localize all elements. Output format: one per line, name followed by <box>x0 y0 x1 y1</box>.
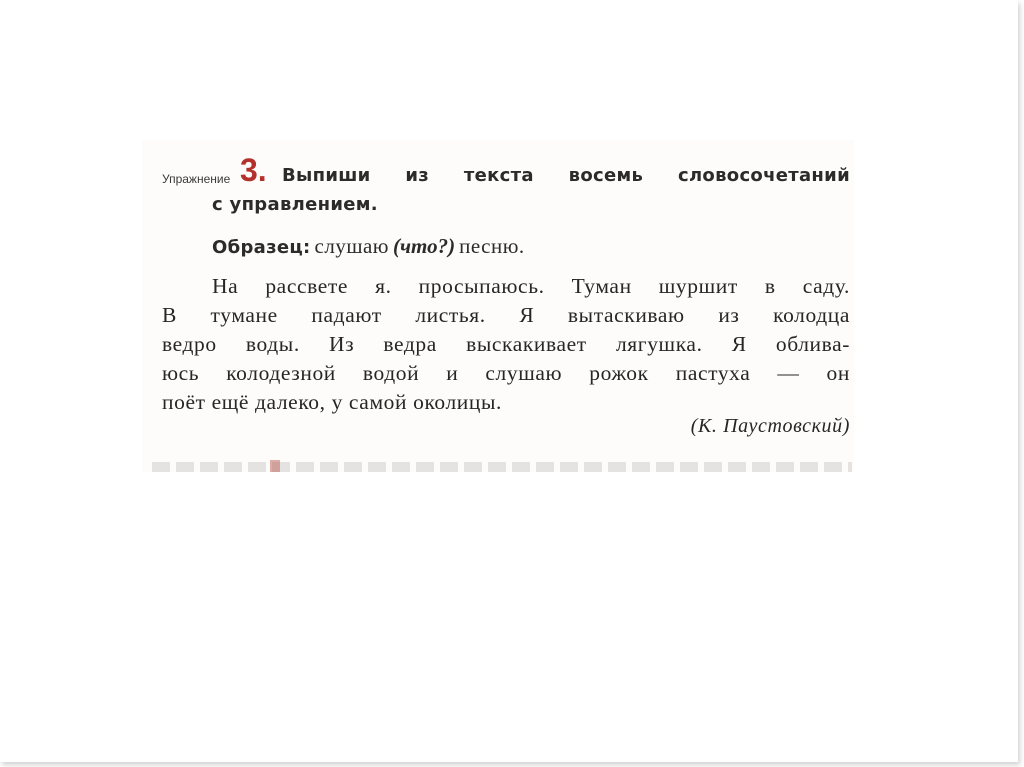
text-line-2: В тумане падают листья. Я вытаскиваю из колодца <box>162 303 850 327</box>
exercise-heading <box>162 152 850 194</box>
textbook-page-scan <box>142 140 854 472</box>
sample-label: Образец: <box>212 237 311 258</box>
sample-question: (что?) <box>393 234 456 258</box>
exercise-task-line2: с управлением. <box>212 194 378 215</box>
cut-off-next-line <box>152 462 852 472</box>
exercise-task-line1: Выпиши из текста восемь словосочетаний <box>282 165 850 186</box>
exercise-block <box>162 152 850 438</box>
text-line-1: На рассвете я. просыпаюсь. Туман шуршит в саду. <box>212 274 850 298</box>
exercise-text <box>162 272 850 417</box>
cut-off-exercise-number <box>270 460 280 472</box>
sample-word2: песню. <box>459 234 525 258</box>
author-attribution: (К. Паустовский) <box>690 415 850 437</box>
text-line-3: ведро воды. Из ведра выскакивает лягушка. Я облива- <box>162 332 850 356</box>
exercise-label: Упражнение <box>162 172 231 186</box>
exercise-number: 3. <box>240 152 267 188</box>
sample-word1: слушаю <box>314 234 389 258</box>
text-line-4: юсь колодезной водой и слушаю рожок пастуха — он <box>162 361 850 385</box>
sample-line <box>212 234 850 272</box>
text-line-5: поёт ещё далеко, у самой околицы. <box>162 390 503 414</box>
